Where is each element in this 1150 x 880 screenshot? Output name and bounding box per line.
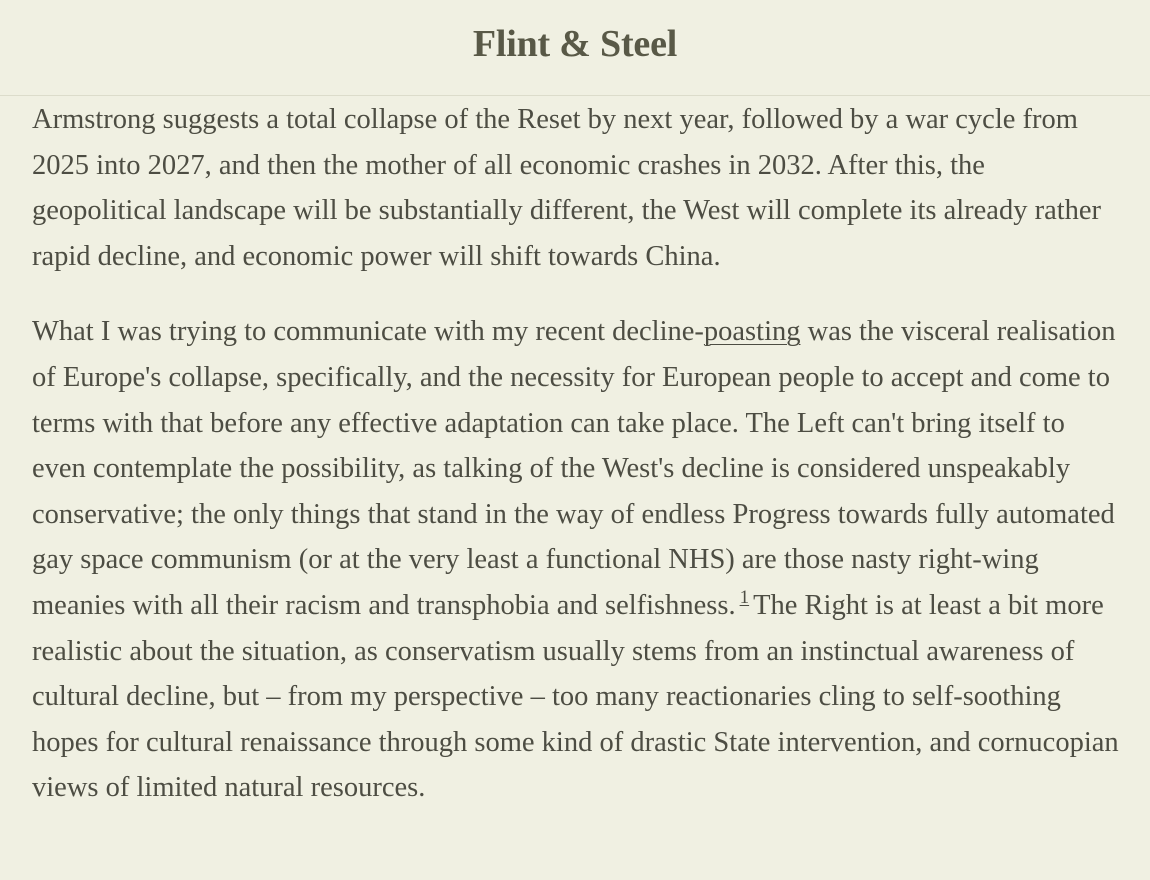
paragraph-2-text-start: What I was trying to communicate with my recent decline- xyxy=(32,316,704,348)
paragraph-2-text-end: The Right is at least a bit more realistic about the situation, as conservatism usually stems from an instinctual awareness of cultural decline, but – from my perspective – too many reactionaries cling to self-soothing hopes for cultural renaissance through some kind of drastic State intervention, and cornucopian views of limited natural resources. xyxy=(32,589,1119,804)
article-paragraph-2 xyxy=(32,309,1120,811)
article-body xyxy=(0,97,1150,811)
paragraph-2-text-middle: was the visceral realisation of Europe's collapse, specifically, and the necessity for European people to accept and come to terms with that before any effective adaptation can take place. The Left can't bring itself to even contemplate the possibility, as talking of the West's decline is considered unspeakably conservative; the only things that stand in the way of endless Progress towards fully automated gay space communism (or at the very least a functional NHS) are those nasty right-wing meanies with all their racism and transphobia and selfishness. xyxy=(32,316,1116,621)
footnote-1-link[interactable]: 1 xyxy=(739,587,750,609)
article-paragraph-1: Armstrong suggests a total collapse of the Reset by next year, followed by a war cycle from 2025 into 2027, and then the mother of all economic crashes in 2032. After this, the geopolitical landscape will be substantially different, the West will complete its already rather rapid decline, and economic power will shift towards China. xyxy=(32,104,1102,272)
site-title[interactable]: Flint & Steel xyxy=(472,22,678,65)
site-header xyxy=(0,0,1150,96)
poasting-link[interactable]: poasting xyxy=(703,316,801,348)
